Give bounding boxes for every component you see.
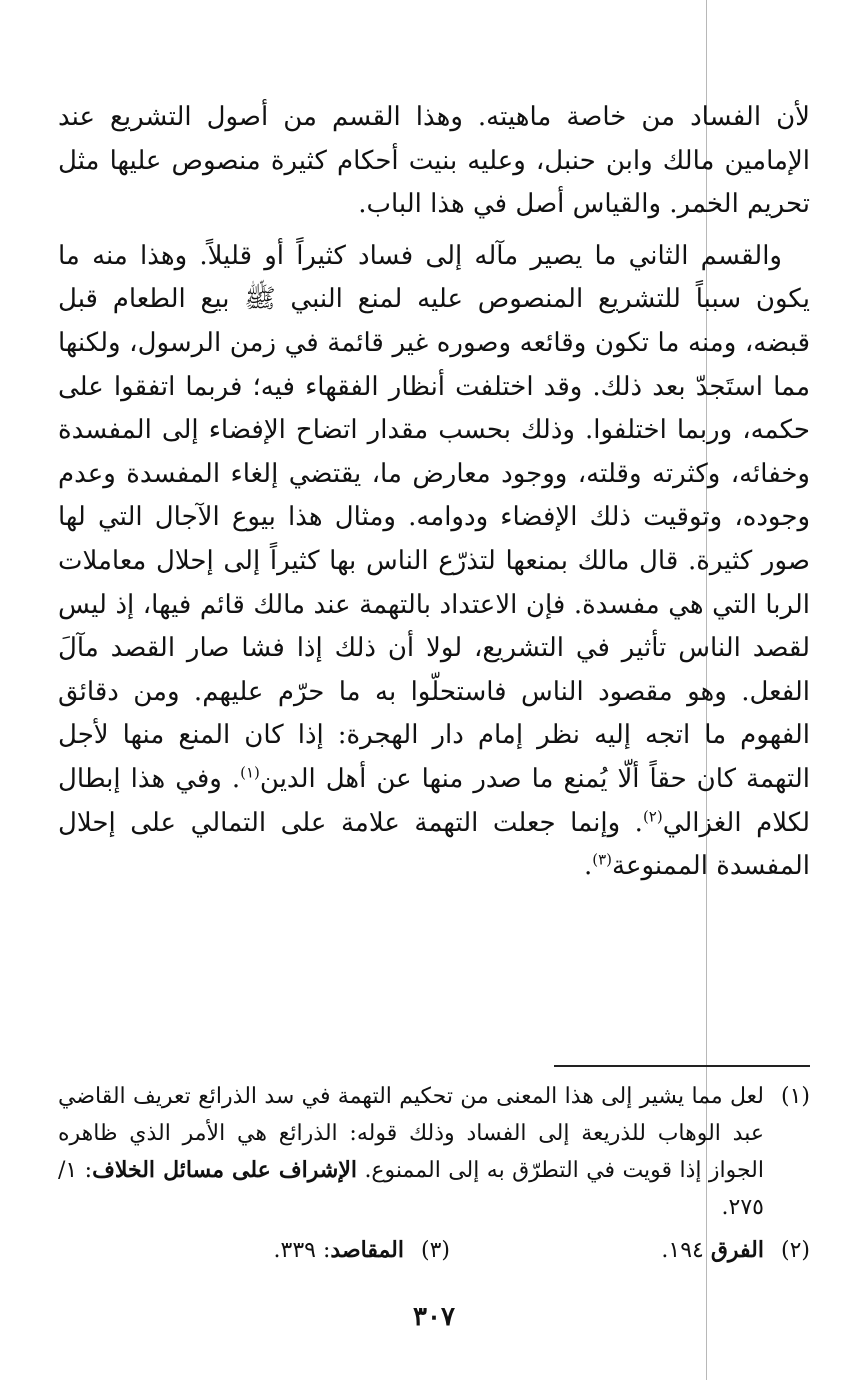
footnote-1-body — [58, 1078, 764, 1226]
footnote-reference-2[interactable]: (٢) — [642, 806, 663, 825]
footnote-1-number: (١) — [780, 1084, 810, 1109]
footnote-3-source-title: المقاصد — [330, 1237, 404, 1263]
footnote-2-number: (٢) — [780, 1238, 810, 1263]
footnote-3-body — [274, 1232, 404, 1269]
paragraph-2-text: والقسم الثاني ما يصير مآله إلى فساد كثيراً أو قليلاً. وهذا منه ما يكون سبباً للتشريع المنصوص عليه لمنع النبي ﷺ بيع الطعام قبل قبضه، ومنه ما تكون وقائعه وصوره غير قائمة في زمن الرسول، ولكنها مما استَجدّ بعد ذلك. وقد اختلفت أنظار الفقهاء فيه؛ فربما اتفقوا على حكمه، وربما اختلفوا. وذلك بحسب مقدار اتضاح الإفضاء إلى المفسدة وخفائه، وكثرته وقلته، ووجود معارض ما، يقتضي إلغاء المفسدة وعدم وجوده، وتوقيت ذلك الإفضاء ودوامه. ومثال هذا بيوع الآجال التي لها صور كثيرة. قال مالك بمنعها لتذرّع الناس بها كثيراً إلى إحلال معاملات الربا التي هي مفسدة. فإن الاعتداد بالتهمة عند مالك قائم فيها، إذ ليس لقصد الناس تأثير في التشريع، لولا أن ذلك إذا فشا صار القصد مآلَ الفعل. وهو مقصود الناس فاستحلّوا به ما حرّم عليهم. ومن دقائق الفهوم ما اتجه إليه نظر إمام دار الهجرة: إذا كان المنع منها لأجل التهمة كان حقاً ألّا يُمنع ما صدر منها عن أهل الدين — [58, 240, 810, 794]
paragraph-2-text-cont: . وفي هذا إبطال لكلام الغزالي — [58, 763, 810, 838]
main-text — [58, 96, 810, 889]
paragraph-2 — [58, 235, 810, 889]
page-number: ٣٠٧ — [413, 1302, 455, 1332]
footnote-separator — [554, 1065, 810, 1067]
paragraph-2-text-cont2: . وإنما جعلت التهمة علامة على التمالي على إحلال المفسدة الممنوعة — [58, 807, 810, 882]
footnote-2-source-title: الفرق — [710, 1237, 764, 1263]
footnote-2-body — [661, 1232, 764, 1269]
footnote-2-reference: ١٩٤. — [661, 1238, 711, 1263]
footnote-1-text: لعل مما يشير إلى هذا المعنى من تحكيم التهمة في سد الذرائع تعريف القاضي عبد الوهاب للذريعة إلى الفساد وذلك قوله: الذرائع هي الأمر الذي ظاهره الجواز إذا قويت في التطرّق به إلى الممنوع. — [58, 1084, 764, 1183]
footnote-1-source-title: الإشراف على مسائل الخلاف — [92, 1157, 358, 1183]
footnotes-row — [58, 1232, 810, 1269]
footnote-3-number: (٣) — [420, 1238, 450, 1263]
footnote-3-reference: : ٣٣٩. — [273, 1238, 331, 1263]
footnote-3 — [90, 1232, 450, 1269]
footnote-2 — [450, 1232, 810, 1269]
paragraph-1: لأن الفساد من خاصة ماهيته. وهذا القسم من أصول التشريع عند الإمامين مالك وابن حنبل، وعليه بنيت أحكام كثيرة منصوص عليها مثل تحريم الخمر. والقياس أصل في هذا الباب. — [58, 102, 810, 220]
footnote-reference-3[interactable]: (٣) — [592, 850, 612, 869]
paragraph-2-end: . — [583, 851, 593, 882]
footnote-reference-1[interactable]: (١) — [240, 763, 260, 782]
footnotes-section — [58, 1078, 810, 1269]
footnote-1-reference: : ١/ ٢٧٥. — [58, 1158, 764, 1220]
footnote-1 — [58, 1078, 810, 1226]
